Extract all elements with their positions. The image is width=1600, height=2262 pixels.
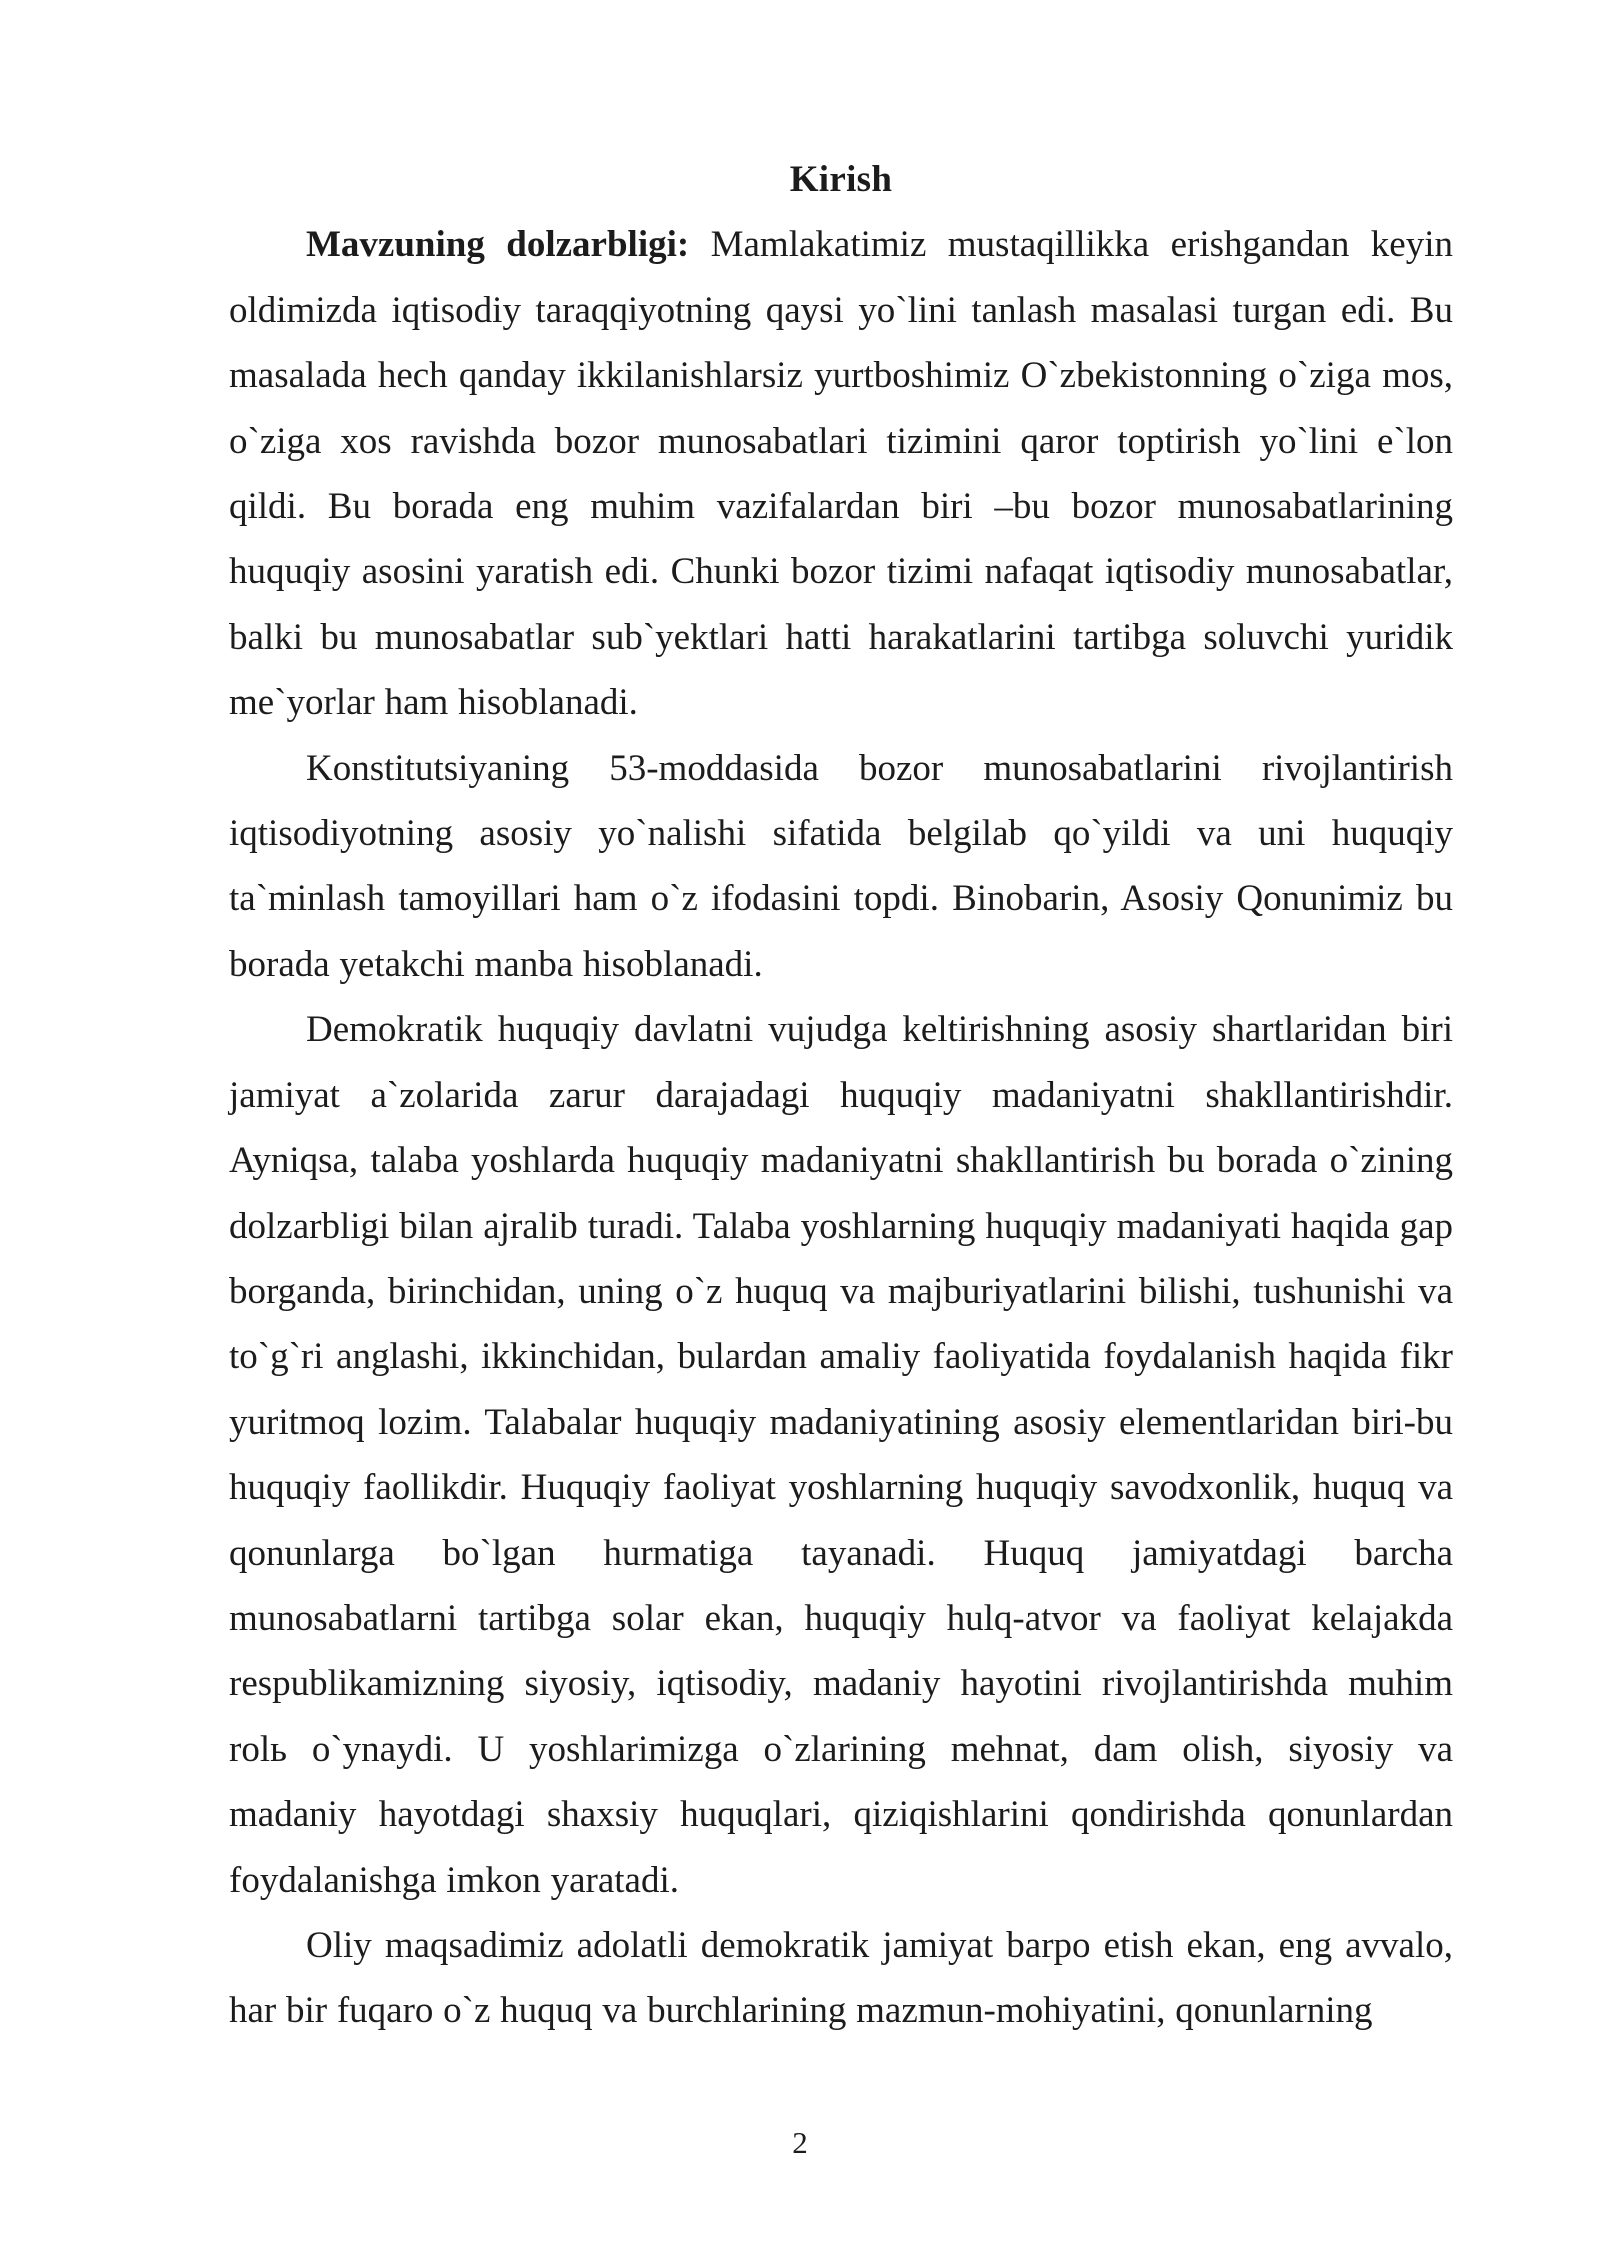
paragraph-text: Mamlakatimiz mustaqillikka erishgandan keyin oldimizda iqtisodiy taraqqiyotning qaysi yo`lini tanlash masalasi turgan edi. Bu masalada hech qanday ikkilanishlarsiz yurtboshimiz O`zbekistonning o`ziga mos, o`ziga xos ravishda bozor munosabatlari tizimini qaror toptirish yo`lini e`lon qildi. Bu borada eng muhim vazifalardan biri –bu bozor munosabatlarining huquqiy asosini yaratish edi. Chunki bozor tizimi nafaqat iqtisodiy munosabatlar, balki bu munosabatlar sub`yektlari hatti harakatlarini tartibga soluvchi yuridik me`yorlar ham hisoblanadi.: [229, 224, 1453, 724]
paragraph-relevance: [229, 212, 1453, 735]
page-title: Kirish: [789, 159, 893, 200]
paragraph-democratic-society: Oliy maqsadimiz adolatli demokratik jamiyat barpo etish ekan, eng avvalo, har bir fuqaro o`z huquq va burchlarining mazmun-mohiyatini, qonunlarning: [229, 1924, 1453, 2032]
paragraph-legal-culture: Demokratik huquqiy davlatni vujudga keltirishning asosiy shartlaridan biri jamiyat a`zolarida zarur darajadagi huquqiy madaniyatni shakllantirishdir. Ayniqsa, talaba yoshlarda huquqiy madaniyatni shakllantirish bu borada o`zining dolzarbligi bilan ajralib turadi. Talaba yoshlarning huquqiy madaniyati haqida gap borganda, birinchidan, uning o`z huquq va majburiyatlarini bilishi, tushunishi va to`g`ri anglashi, ikkinchidan, bulardan amaliy faoliyatida foydalanish haqida fikr yuritmoq lozim. Talabalar huquqiy madaniyatining asosiy elementlaridan biri-bu huquqiy faollikdir. Huquqiy faoliyat yoshlarning huquqiy savodxonlik, huquq va qonunlarga bo`lgan hurmatiga tayanadi. Huquq jamiyatdagi barcha munosabatlarni tartibga solar ekan, huquqiy hulq-atvor va faoliyat kelajakda respublikamizning siyosiy, iqtisodiy, madaniy hayotini rivojlantirishda muhim rolь o`ynaydi. U yoshlarimizga o`zlarining mehnat, dam olish, siyosiy va madaniy hayotdagi shaxsiy huquqlari, qiziqishlarini qondirishda qonunlardan foydalanishga imkon yaratadi.: [229, 1009, 1453, 1901]
page-number: 2: [792, 2125, 808, 2160]
paragraph-constitution: Konstitutsiyaning 53-moddasida bozor munosabatlarini rivojlantirish iqtisodiyotning asosiy yo`nalishi sifatida belgilab qo`yildi va uni huquqiy ta`minlash tamoyillari ham o`z ifodasini topdi. Binobarin, Asosiy Qonunimiz bu borada yetakchi manba hisoblanadi.: [229, 747, 1453, 985]
paragraph-lead-term: Mavzuning dolzarbligi:: [306, 224, 690, 266]
document-body: [229, 147, 1453, 2044]
